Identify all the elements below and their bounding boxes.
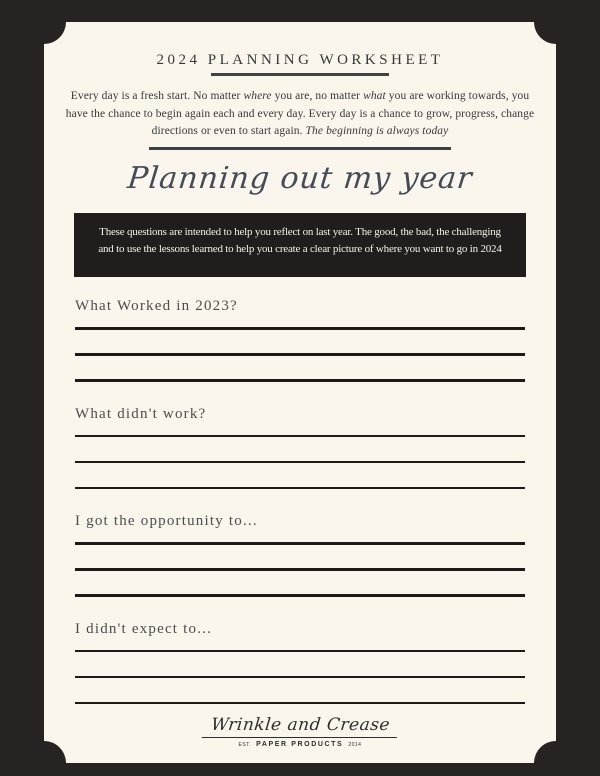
brand-logo: Wrinkle and Crease: [201, 714, 398, 738]
answer-line: [75, 594, 525, 597]
answer-line: [75, 487, 525, 490]
intro-text: Every day is a fresh start. No matter: [70, 90, 244, 102]
brand-footer: [75, 714, 525, 748]
section-divider-rule: [149, 147, 451, 151]
corner-ornament-top-left: [44, 22, 66, 44]
worksheet-sections: [44, 298, 556, 748]
answer-line: [75, 650, 525, 653]
corner-ornament-top-right: [534, 22, 556, 44]
intro-text-italic: The beginning is always today: [305, 125, 449, 137]
info-box: [74, 213, 526, 277]
section-heading-what-worked: What Worked in 2023?: [75, 298, 238, 314]
section-heading-opportunity: I got the opportunity to...: [75, 513, 258, 529]
worksheet-page: [44, 22, 556, 763]
page-title: 2024 PLANNING WORKSHEET: [156, 52, 444, 68]
intro-paragraph: [61, 88, 539, 141]
brand-est-label: EST.: [238, 741, 252, 748]
answer-line: [75, 461, 525, 464]
answer-line: [75, 676, 525, 679]
answer-line: [75, 542, 525, 545]
answer-line: [75, 327, 525, 330]
brand-year-label: 2014: [348, 741, 362, 748]
intro-text-italic: where: [243, 90, 272, 102]
answer-line: [75, 702, 525, 705]
brand-tagline: [239, 741, 362, 748]
answer-line: [75, 379, 525, 382]
script-heading: Planning out my year: [125, 161, 475, 196]
intro-text: you are working towards, you have the chance to begin again each and every day. Every day is a chance to grow, progress, change directions or even to start again.: [65, 90, 535, 137]
section-heading-what-didnt-work: What didn't work?: [75, 405, 207, 422]
answer-line: [75, 568, 525, 571]
title-divider: [211, 73, 389, 76]
section-heading-didnt-expect: I didn't expect to...: [75, 620, 213, 637]
brand-products-label: PAPER PRODUCTS: [256, 741, 344, 748]
answer-line: [75, 435, 525, 438]
answer-line: [75, 353, 525, 356]
info-box-text: These questions are intended to help you reflect on last year. The good, the bad, the challenging and to use the lessons learned to help you create a clear picture of where you want to go in 2024: [98, 226, 502, 255]
intro-text-italic: what: [363, 90, 386, 102]
intro-text: you are, no matter: [271, 90, 364, 102]
